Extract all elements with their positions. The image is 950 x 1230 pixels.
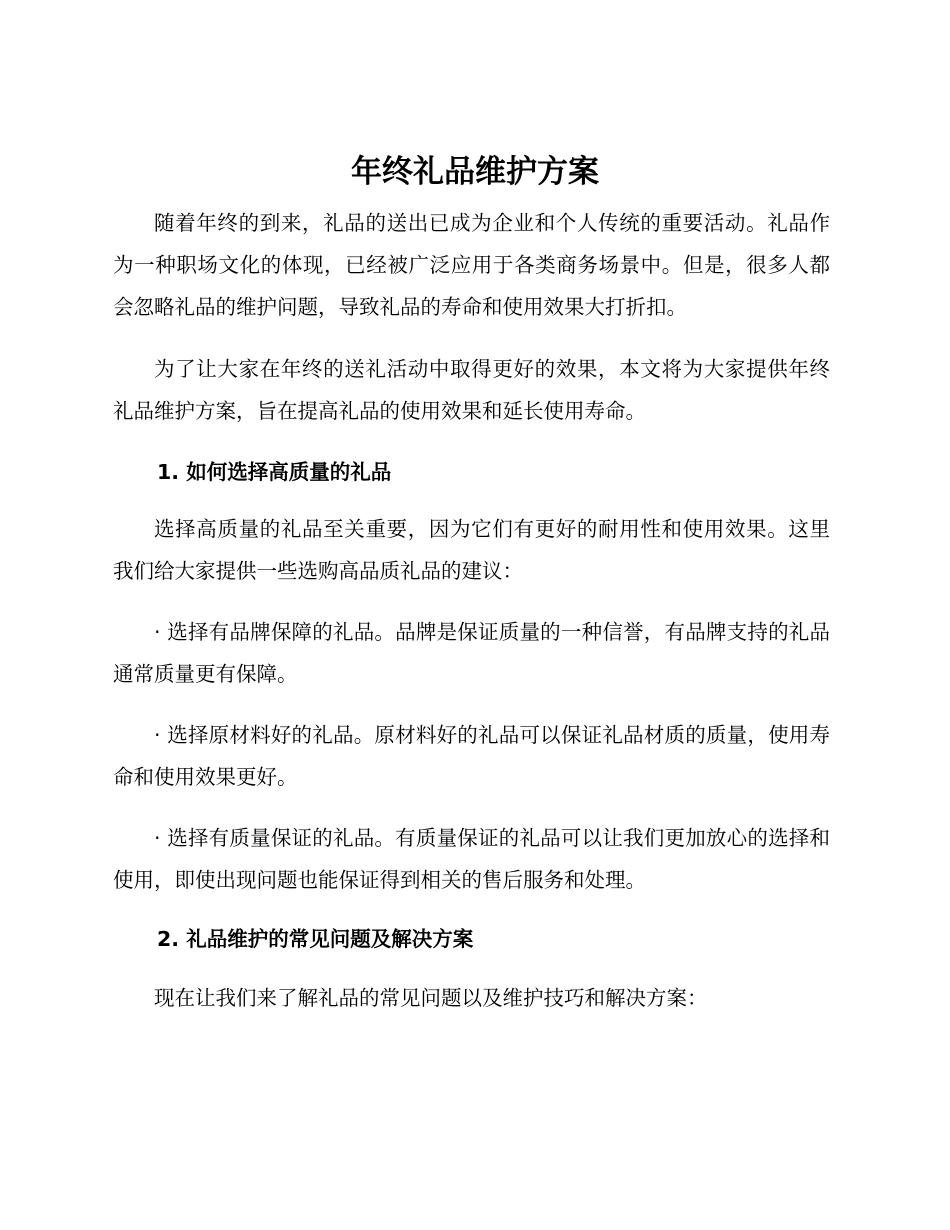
section-1-bullet-3: · 选择有质量保证的礼品。有质量保证的礼品可以让我们更加放心的选择和使用，即使出现问题也能保证得到相关的售后服务和处理。 [113, 826, 830, 892]
section-2-heading: 2. 礼品维护的常见问题及解决方案 [157, 927, 474, 951]
section-1-bullet-1: · 选择有品牌保障的礼品。品牌是保证质量的一种信誉，有品牌支持的礼品通常质量更有保障。 [113, 620, 830, 686]
page-title: 年终礼品维护方案 [351, 154, 599, 190]
intro-paragraph-2: 为了让大家在年终的送礼活动中取得更好的效果，本文将为大家提供年终礼品维护方案，旨在提高礼品的使用效果和延长使用寿命。 [113, 357, 830, 423]
section-1-bullet-2: · 选择原材料好的礼品。原材料好的礼品可以保证礼品材质的质量，使用寿命和使用效果更好。 [113, 723, 830, 789]
intro-paragraph-1: 随着年终的到来，礼品的送出已成为企业和个人传统的重要活动。礼品作为一种职场文化的体现，已经被广泛应用于各类商务场景中。但是，很多人都会忽略礼品的维护问题，导致礼品的寿命和使用效果大打折扣。 [113, 211, 830, 319]
section-1-heading: 1. 如何选择高质量的礼品 [157, 460, 392, 484]
section-1-lead: 选择高质量的礼品至关重要，因为它们有更好的耐用性和使用效果。这里我们给大家提供一些选购高品质礼品的建议： [113, 517, 830, 583]
section-2-lead: 现在让我们来了解礼品的常见问题以及维护技巧和解决方案： [154, 986, 708, 1010]
